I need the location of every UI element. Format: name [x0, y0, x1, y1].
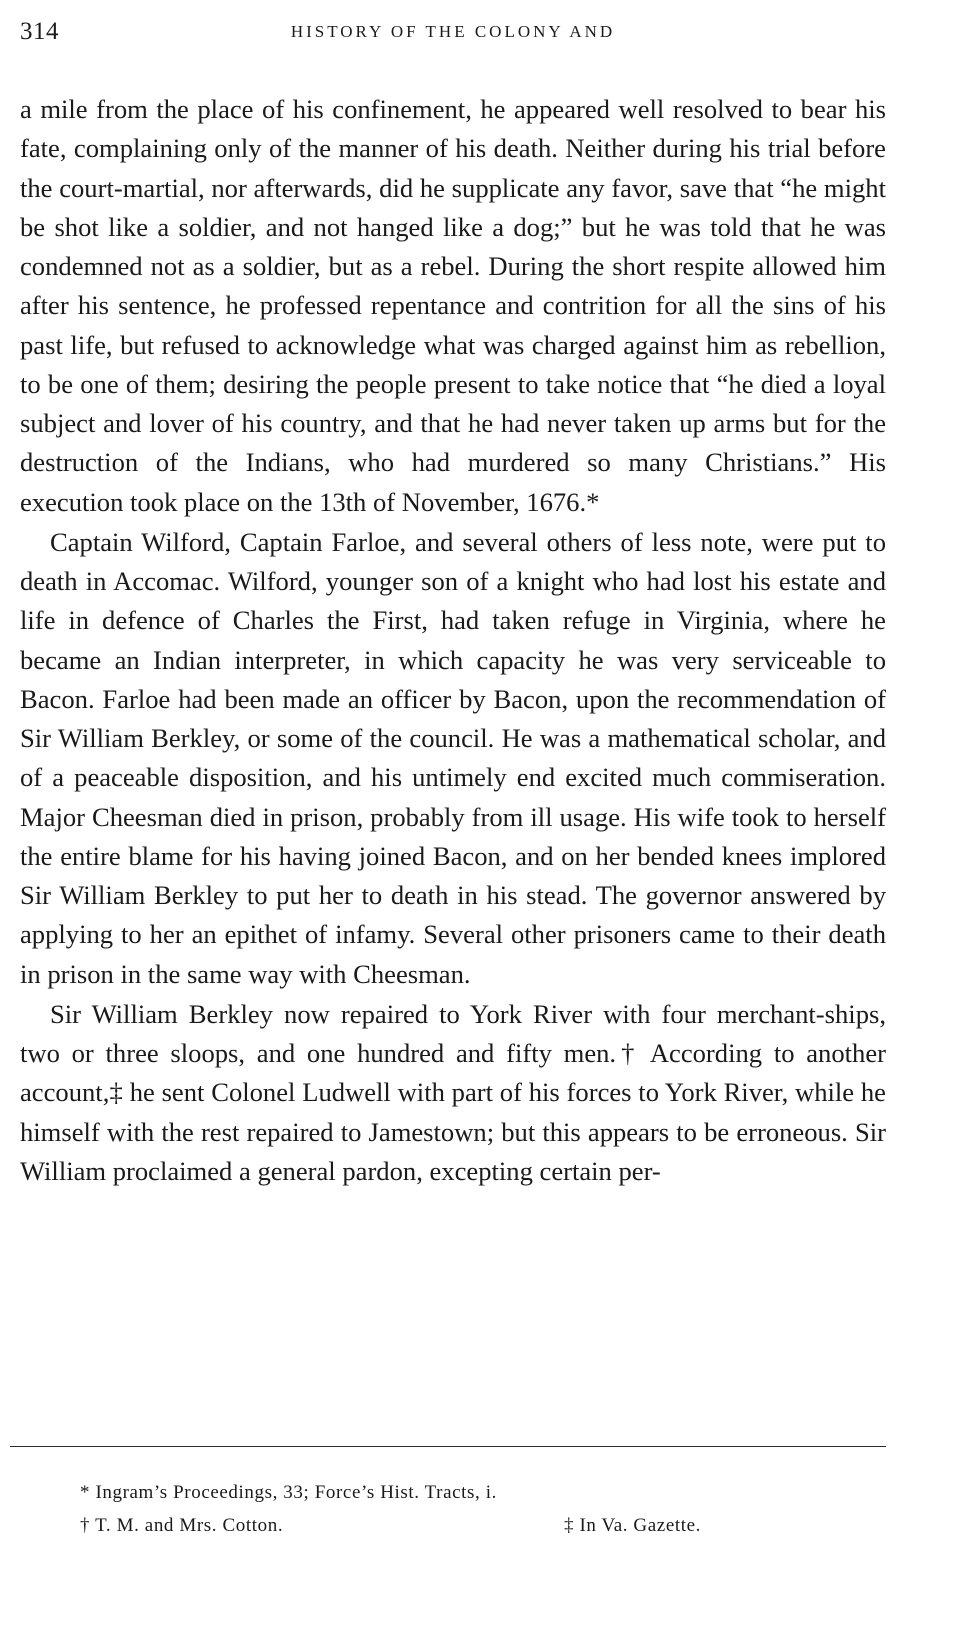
- paragraph-3: Sir William Berkley now repaired to York River with four merchant-ships, two or three sloops, and one hundred and fifty men.† According to another account,‡ he sent Colonel Ludwell with part of his forces to York River, while he himself with the rest repaired to Jamestown; but this appears to be erroneous. Sir William proclaimed a general pardon, excepting certain per-: [20, 998, 886, 1186]
- running-head: [20, 18, 886, 52]
- footnote-row-1: [80, 1476, 780, 1509]
- footnote-gazette: ‡ In Va. Gazette.: [564, 1515, 701, 1536]
- footnotes: [80, 1476, 780, 1542]
- paragraph-2: Captain Wilford, Captain Farloe, and several others of less note, were put to death in Accomac. Wilford, younger son of a knight who had lost his estate and life in defence of Charles the First, had taken refuge in Virginia, where he became an Indian interpreter, in which capacity he was very serviceable to Bacon. Farloe had been made an officer by Bacon, upon the recommendation of Sir William Berkley, or some of the council. He was a mathematical scholar, and of a peaceable disposition, and his untimely end excited much commiseration. Major Cheesman died in prison, probably from ill usage. His wife took to herself the entire blame for his having joined Bacon, and on her bended knees implored Sir William Berkley to put her to death in his stead. The governor answered by applying to her an epithet of infamy. Several other prisoners came to their death in prison in the same way with Cheesman.: [20, 526, 886, 989]
- footnote-cotton: † T. M. and Mrs. Cotton.: [80, 1515, 284, 1536]
- body-text: [20, 90, 886, 1191]
- footnote-row-2: [80, 1509, 780, 1542]
- page-number: 314: [20, 18, 59, 45]
- footnote-divider: [10, 1446, 886, 1447]
- paragraph-1: a mile from the place of his confinement, he appeared well resolved to bear his fate, complaining only of the manner of his death. Neither during his trial before the court-martial, nor afterwards, did he supplicate any favor, save that “he might be shot like a soldier, and not hanged like a dog;” but he was told that he was condemned not as a soldier, but as a rebel. During the short respite allowed him after his sentence, he professed repentance and contrition for all the sins of his past life, but refused to acknowledge what was charged against him as rebellion, to be one of them; desiring the people present to take notice that “he died a loyal subject and lover of his country, and that he had never taken up arms but for the destruction of the Indians, who had murdered so many Christians.” His execution took place on the 13th of November, 1676.*: [20, 94, 886, 517]
- book-page: [20, 18, 886, 1191]
- running-title: HISTORY OF THE COLONY AND: [290, 22, 616, 41]
- footnote-ingram: * Ingram’s Proceedings, 33; Force’s Hist. Tracts, i.: [80, 1482, 497, 1503]
